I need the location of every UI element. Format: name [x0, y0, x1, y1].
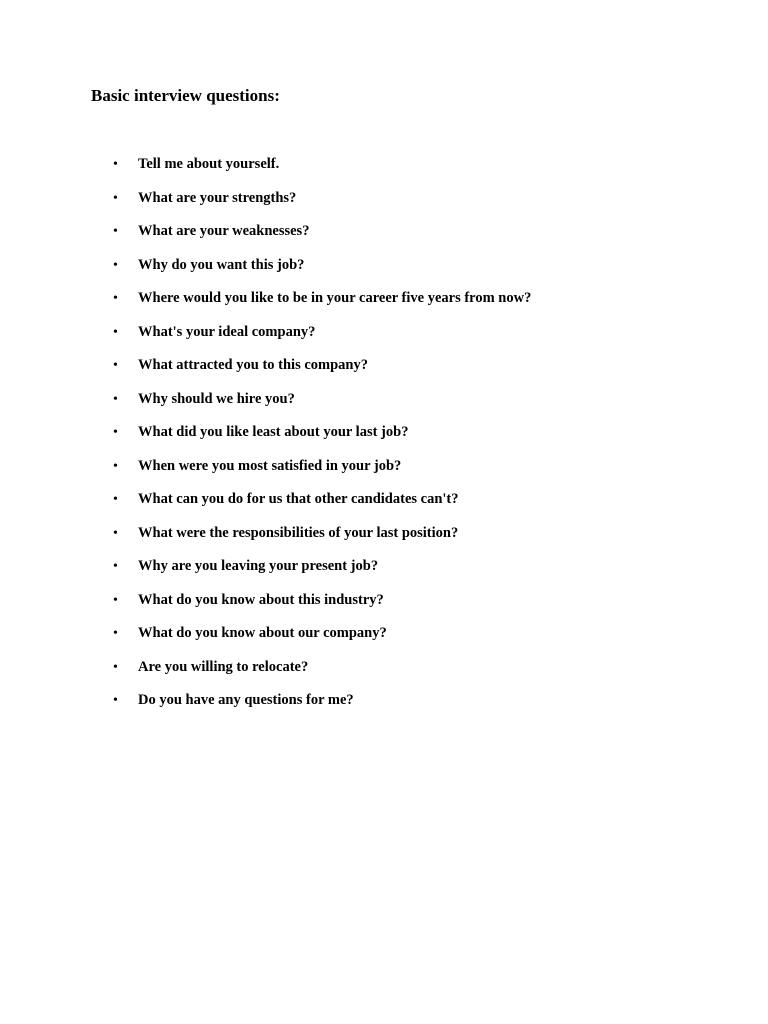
question-text: Do you have any questions for me?	[138, 692, 354, 708]
bullet-icon: •	[113, 224, 118, 239]
question-text: What's your ideal company?	[138, 323, 316, 340]
bullet-icon: •	[113, 525, 118, 541]
question-text: Are you willing to relocate?	[138, 658, 309, 675]
question-text: When were you most satisfied in your job?	[138, 457, 402, 474]
bullet-icon: •	[113, 157, 118, 172]
question-text: What are your strengths?	[138, 189, 297, 206]
question-text: What do you know about our company?	[138, 625, 387, 641]
question-text: Tell me about yourself.	[138, 156, 280, 172]
question-text: Where would you like to be in your career five years from now?	[138, 290, 532, 306]
question-text: What were the responsibilities of your last position?	[138, 524, 459, 541]
bullet-icon: •	[113, 492, 118, 507]
question-text: Why are you leaving your present job?	[138, 558, 379, 574]
question-text: What did you like least about your last job?	[138, 424, 409, 440]
bullet-icon: •	[113, 693, 118, 708]
question-text: What are your weaknesses?	[138, 223, 310, 239]
bullet-icon: •	[113, 559, 118, 574]
bullet-icon: •	[113, 391, 118, 407]
bullet-icon: •	[113, 592, 118, 608]
bullet-icon: •	[113, 257, 118, 273]
question-text: What attracted you to this company?	[138, 357, 368, 373]
question-text: Why should we hire you?	[138, 390, 295, 407]
bullet-icon: •	[113, 626, 118, 641]
bullet-icon: •	[113, 291, 118, 306]
bullet-icon: •	[113, 324, 118, 340]
question-text: What can you do for us that other candidates can't?	[138, 491, 459, 507]
document-title: Basic interview questions:	[91, 86, 280, 105]
question-text: Why do you want this job?	[138, 256, 305, 273]
bullet-icon: •	[113, 458, 118, 474]
bullet-icon: •	[113, 358, 118, 373]
bullet-icon: •	[113, 659, 118, 675]
bullet-icon: •	[113, 190, 118, 206]
bullet-icon: •	[113, 425, 118, 440]
question-text: What do you know about this industry?	[138, 591, 384, 608]
